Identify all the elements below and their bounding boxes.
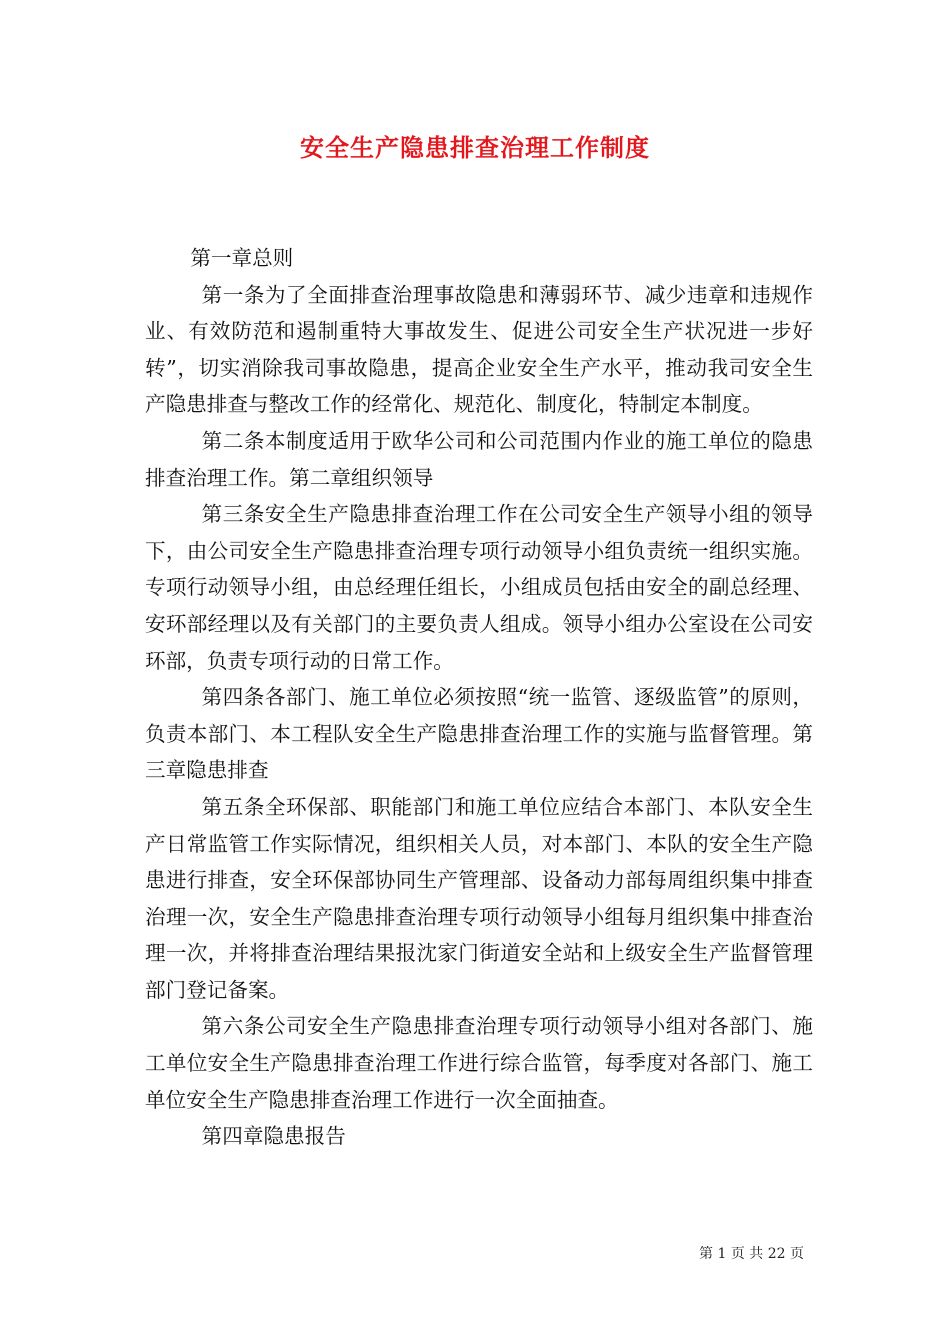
chapter-heading: 第一章总则 [190,246,294,270]
document-title: 安全生产隐患排查治理工作制度 [300,134,650,162]
document-body [145,240,813,1155]
page-number: 第 1 页 共 22 页 [699,1246,804,1262]
article-paragraph: 第四条各部门、施工单位必须按照“统一监管、逐级监管”的原则，负责本部门、本工程队安全生产隐患排查治理工作的实施与监督管理。第三章隐患排查 [145,685,813,783]
chapter-heading: 第四章隐患报告 [201,1124,346,1149]
article-paragraph: 第一条为了全面排查治理事故隐患和薄弱环节、减少违章和违规作业、有效防范和遏制重特大事故发生、促进公司安全生产状况进一步好转”，切实消除我司事故隐患，提高企业安全生产水平，推动我司安全生产隐患排查与整改工作的经常化、规范化、制度化，特制定本制度。 [145,282,813,417]
article-paragraph: 第六条公司安全生产隐患排查治理专项行动领导小组对各部门、施工单位安全生产隐患排查治理工作进行综合监管，每季度对各部门、施工单位安全生产隐患排查治理工作进行一次全面抽查。 [145,1014,813,1112]
article-paragraph: 第五条全环保部、职能部门和施工单位应结合本部门、本队安全生产日常监管工作实际情况，组织相关人员，对本部门、本队的安全生产隐患进行排查，安全环保部协同生产管理部、设备动力部每周组织集中排查治理一次，安全生产隐患排查治理专项行动领导小组每月组织集中排查治理一次，并将排查治理结果报沈家门街道安全站和上级安全生产监督管理部门登记备案。 [145,794,813,1002]
article-paragraph: 第二条本制度适用于欧华公司和公司范围内作业的施工单位的隐患排查治理工作。第二章组织领导 [145,428,813,490]
article-paragraph: 第三条安全生产隐患排查治理工作在公司安全生产领导小组的领导下，由公司安全生产隐患排查治理专项行动领导小组负责统一组织实施。专项行动领导小组，由总经理任组长，小组成员包括由安全的副总经理、安环部经理以及有关部门的主要负责人组成。领导小组办公室设在公司安环部，负责专项行动的日常工作。 [145,502,813,673]
